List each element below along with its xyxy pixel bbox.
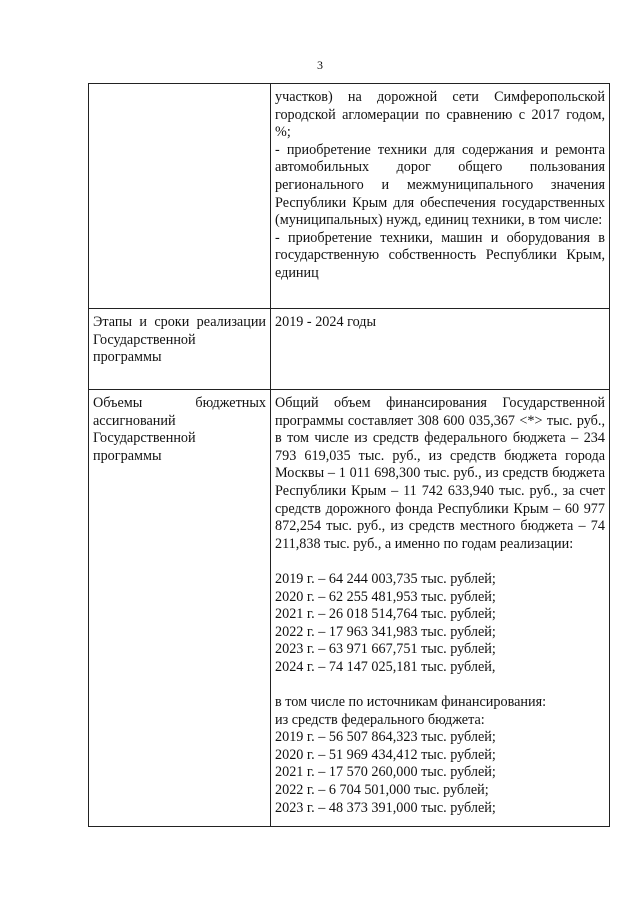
row-value bbox=[271, 309, 610, 390]
year-line: 2023 г. – 63 971 667,751 тыс. рублей; bbox=[275, 641, 496, 658]
year-line: 2022 г. – 17 963 341,983 тыс. рублей; bbox=[275, 623, 496, 640]
indicator-text: участков) на дорожной сети Симферопольской городской агломерации по сравнению с 2017 годом, %; bbox=[275, 89, 605, 141]
row-label bbox=[89, 390, 271, 827]
table-row bbox=[89, 309, 610, 390]
row-value bbox=[271, 390, 610, 827]
year-line: 2019 г. – 64 244 003,735 тыс. рублей; bbox=[275, 570, 496, 587]
year-line: 2021 г. – 26 018 514,764 тыс. рублей; bbox=[275, 606, 496, 623]
federal-year-line: 2020 г. – 51 969 434,412 тыс. рублей; bbox=[275, 746, 496, 763]
stages-label: Этапы и сроки реализации Государственной программы bbox=[93, 314, 266, 366]
federal-year-line: 2022 г. – 6 704 501,000 тыс. рублей; bbox=[275, 782, 489, 799]
federal-year-line: 2021 г. – 17 570 260,000 тыс. рублей; bbox=[275, 764, 496, 781]
table-cell-empty bbox=[89, 84, 271, 309]
indicator-text: - приобретение техники для содержания и ремонта автомобильных дорог общего пользования регионального и межмуниципального значения Республики Крым для обеспечения государственных (муниципальных) нужд, единиц техники, в том числе: bbox=[275, 141, 605, 229]
stages-value: 2019 - 2024 годы bbox=[275, 314, 377, 330]
row-label bbox=[89, 309, 271, 390]
federal-year-line: 2023 г. – 48 373 391,000 тыс. рублей; bbox=[275, 799, 496, 816]
budget-intro: Общий объем финансирования Государственной программы составляет 308 600 035,367 <*> тыс. руб., в том числе из средств федерального бюджета – 234 793 619,035 тыс. руб., из средств бюджета города Москвы – 1 011 698,300 тыс. руб., из средств бюджета Республики Крым – 11 742 633,940 тыс. руб., за счет средств дорожного фонда Республики Крым – 60 977 872,254 тыс. руб., из средств местного бюджета – 74 211,838 тыс. руб., а именно по годам реализации: bbox=[275, 395, 605, 552]
indicator-text: - приобретение техники, машин и оборудования в государственную собственность Республики Крым, единиц bbox=[275, 229, 605, 281]
page-number: 3 bbox=[317, 58, 323, 72]
table-row bbox=[89, 84, 610, 309]
budget-label: Объемы бюджетных ассигнований Государственной программы bbox=[93, 395, 266, 464]
passport-table bbox=[88, 83, 610, 827]
table-cell-indicators bbox=[271, 84, 610, 309]
year-line: 2024 г. – 74 147 025,181 тыс. рублей, bbox=[275, 658, 496, 675]
table-row bbox=[89, 390, 610, 827]
federal-heading: из средств федерального бюджета: bbox=[275, 711, 485, 728]
federal-year-line: 2019 г. – 56 507 864,323 тыс. рублей; bbox=[275, 729, 496, 746]
sources-heading: в том числе по источникам финансирования: bbox=[275, 694, 547, 711]
year-line: 2020 г. – 62 255 481,953 тыс. рублей; bbox=[275, 588, 496, 605]
